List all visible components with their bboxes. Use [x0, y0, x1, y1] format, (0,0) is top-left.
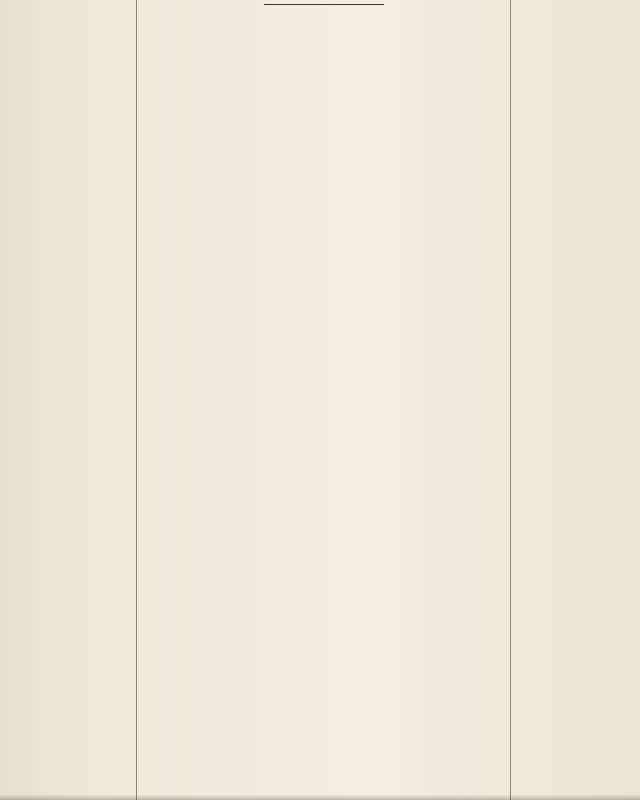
section-divider [264, 4, 384, 5]
column-rule-left [136, 0, 137, 800]
page-edge-shadow [0, 794, 640, 800]
column-rule-right [510, 0, 511, 800]
center-column [142, 0, 506, 10]
